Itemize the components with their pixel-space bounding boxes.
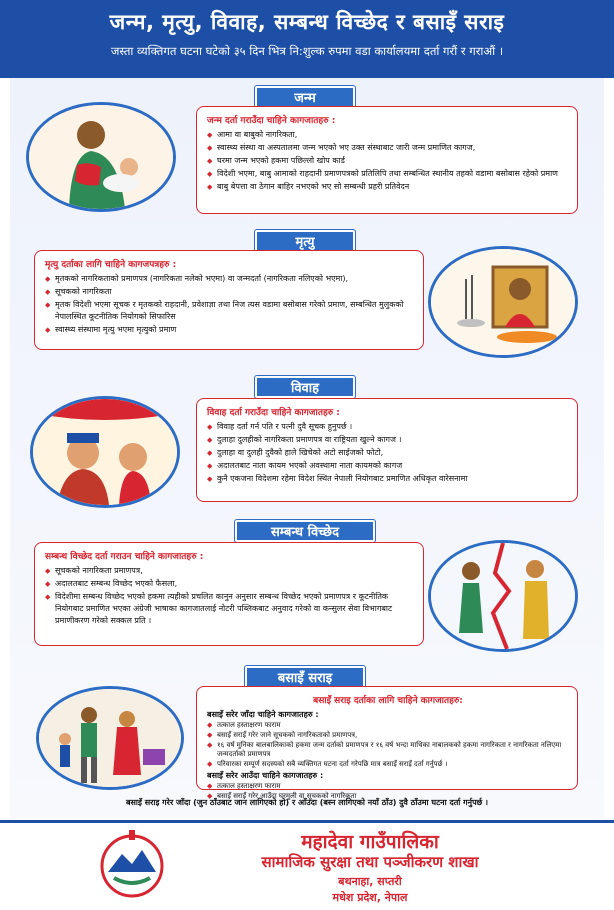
migration-docs-box (196, 686, 578, 800)
list-item: ◆ बाबु बेपत्ता वा ठेगान बाहिर नभएको भए सो सम्बन्धी प्रहरी प्रतिवेदन (207, 181, 569, 193)
divorce-illustration (428, 540, 578, 652)
marriage-box-title: विवाह दर्ता गराउँदा चाहिने कागजातहरु : (207, 408, 340, 418)
bride-groom-icon (33, 399, 177, 505)
list-item: ◆ कुनै एकजना विदेशमा रहेमा विदेश स्थित नेपाली नियोगबाट प्रमाणित अधिकृत वारेसनामा (207, 473, 569, 485)
marriage-illustration (30, 396, 180, 508)
list-item: ◆ सूचकको नागरिकता प्रमाणपत्र, (45, 565, 415, 577)
list-item: ◆ बसाइँ सराइँ गरेर जाने सूचकको नागरिकताको प्रमाणपत्र, (207, 731, 569, 740)
death-heading: मृत्यु (255, 230, 355, 252)
list-item: ◆ आमा वा बाबुको नागरिकता, (207, 129, 569, 141)
marriage-docs-box (196, 398, 578, 502)
migration-outgoing-heading: बसाइँ सरेर जाँदा चाहिने कागजातहरु : (207, 710, 319, 719)
birth-illustration (26, 102, 176, 212)
list-item: ◆ सूचकको नागरिकता (45, 286, 415, 298)
death-illustration (428, 246, 578, 358)
list-item: ◆ तत्काल हस्ताक्षरण फाराम (207, 782, 569, 791)
migration-outgoing-list (207, 721, 569, 769)
list-item: ◆ विदेशी भएमा, बाबु आमाको राहदानी प्रमाणपत्रको प्रतिलिपि तथा सम्बन्धित स्थानीय तहको वडामा बसोबास रहेको प्रमाण (207, 168, 569, 180)
memorial-photo-icon (431, 249, 575, 355)
list-item: ◆ तत्काल हस्ताक्षरण फाराम (207, 721, 569, 730)
migration-illustration (36, 686, 184, 790)
family-moving-icon (39, 689, 181, 787)
marriage-heading: विवाह (255, 376, 355, 398)
divorce-doc-list (45, 565, 415, 627)
birth-doc-list (207, 129, 569, 193)
birth-heading: जन्म (255, 86, 355, 108)
migration-box-title: बसाइँ सराइ दर्ताका लागि चाहिने कागजातहरु: (313, 696, 463, 706)
org-branch: सामाजिक सुरक्षा तथा पञ्जीकरण शाखा (261, 853, 479, 871)
list-item: ◆ मृतकको नागरिकताको प्रमाणपत्र (नागरिकता नलेको भएमा) वा जन्मदर्ता (नागरिकता नलिएको भएमा), (45, 273, 415, 285)
birth-box-title: जन्म दर्ता गराउँदा चाहिने कागजातहरु : (207, 116, 336, 126)
divorce-heading: सम्बन्ध विच्छेद (235, 520, 375, 542)
migration-incoming-heading: बसाइँ सरेर आउँदा चाहिने कागजातहरु : (207, 771, 324, 780)
marriage-doc-list (207, 421, 569, 485)
page-subtitle: जस्ता व्यक्तिगत घटना घटेको ३५ दिन भित्र नि:शुल्क रुपमा वडा कार्यालयमा दर्ता गरौं र गराऔं । (110, 44, 504, 58)
birth-docs-box (196, 106, 578, 214)
death-doc-list (45, 273, 415, 336)
org-location: बथनाहा, सप्तरी (338, 875, 402, 888)
divorce-docs-box (34, 542, 424, 646)
list-item: ◆ अदालतबाट नाता कायम भएको अवस्थामा नाता कायमको कागज (207, 460, 569, 472)
list-item: ◆ स्वास्थ्य संस्थामा मृत्यु भएमा मृत्युको प्रमाण (45, 324, 415, 336)
org-name: महादेवा गाउँपालिका (301, 831, 439, 853)
separated-couple-icon (431, 543, 575, 649)
death-box-title: मृत्यु दर्ताका लागि चाहिने कागजपत्रहरु : (45, 260, 177, 270)
list-item: ◆ दुलाहा वा दुलही दुवैको हाले खिचेको अटो साईजको फोटो, (207, 447, 569, 459)
list-item: ◆ बसाइँ सराइँ गरेर आउँदा घरमुली वा सूचकको नागरिकता (207, 792, 569, 801)
death-docs-box (34, 250, 424, 350)
migration-footnote: बसाइँ सराइ गरेर जाँदा (जुन ठाँउबाट जान लागिएको हो) र आँउदा (बस्न लागिएको नयाँ ठाँउ) दुवै ठाँउमा घटना दर्ता गर्नुपर्छ । (125, 798, 489, 807)
mother-child-icon (29, 105, 173, 209)
list-item: ◆ स्वास्थ्य संस्था वा अस्पतालमा जन्म भएको भए उक्त संस्थाबाट जारी जन्म प्रमाणित कागज, (207, 142, 569, 154)
list-item: ◆ १६ वर्ष मुनिका बालबालिकाको हकमा जन्म दर्ताको प्रमाणपत्र र १६ वर्ष भन्दा माथिका नाबालकको हकमा नागरिकता र नागरिकता नलिएमा जन्मदर्ताको प्रमाणपत्र (207, 741, 569, 759)
migration-heading: बसाइँ सराइ (245, 666, 365, 688)
org-province: मधेश प्रदेश, नेपाल (332, 891, 408, 904)
list-item: ◆ विवाह दर्ता गर्न पति र पत्नी दुवै सूचक हुनुपर्छ । (207, 421, 569, 433)
list-item: ◆ मृतक विदेशी भएमा सूचक र मृतकको राहदानी, प्रवेशाज्ञा तथा निज त्यस वडामा बसोबास गरेको प्रमाण, सम्बन्धित मुलुकको नेपालस्थित कूटनीतिक नियोगको सिफारिस (45, 299, 415, 323)
list-item: ◆ अदालतबाट सम्बन्ध विच्छेद भएको फैसला, (45, 578, 415, 590)
page-title: जन्म, मृत्यु, विवाह, सम्बन्ध विच्छेद र बसाइँ सराइ (109, 10, 505, 34)
list-item: ◆ परिवारका सम्पूर्ण सदस्यको सबै व्यक्तिगत घटना दर्ता गरेपछि मात्र बसाइँ सराइँ दर्ता गर्नुपर्छ । (207, 760, 569, 769)
list-item: ◆ घरमा जन्म भएको हकमा पछिल्लो खोप कार्ड (207, 155, 569, 167)
divorce-box-title: सम्बन्ध विच्छेद दर्ता गराउन चाहिने कागजातहरु : (45, 552, 204, 562)
list-item: ◆ दुलाहा दुलहीको नागरिकता प्रमाणपत्र वा राष्ट्रियता खुल्ने कागज । (207, 434, 569, 446)
list-item: ◆ विदेशीमा सम्बन्ध विच्छेद भएको हकमा त्यहीको प्रचलित कानुन अनुसार सम्बन्ध विच्छेद भएको प्रमाणपत्र र कूटनीतिक नियोगबाट प्रमाणित भएका अंग्रेजी भाषाका कागजातलाई नोटरी पब्लिकबाट अनुवाद गरेको वा कन्सुलर सेवा विभागबाट प्रमाणीकरण गरेको सक्कल प्रति । (45, 591, 415, 627)
